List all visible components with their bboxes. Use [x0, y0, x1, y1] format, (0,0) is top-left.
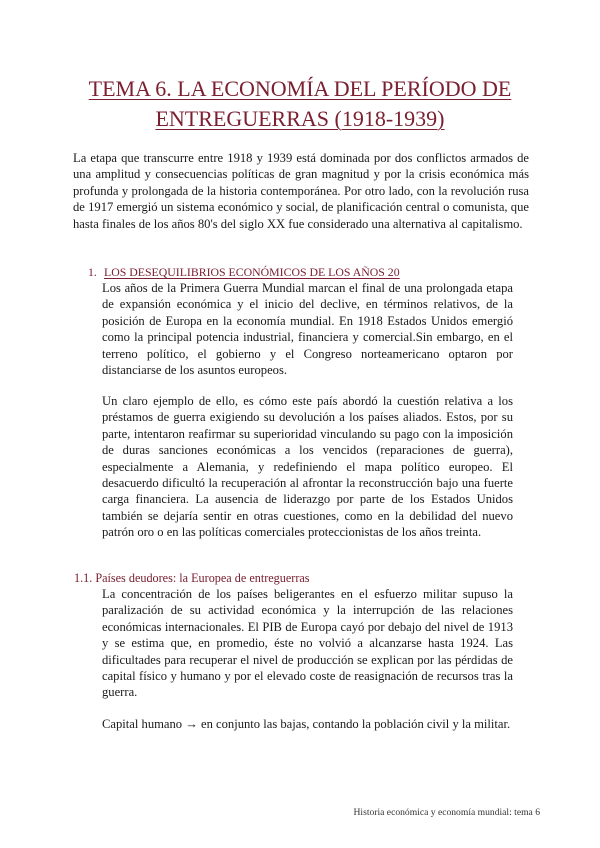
- section-1-number: 1.: [88, 265, 97, 279]
- section-1-title: LOS DESEQUILIBRIOS ECONÓMICOS DE LOS AÑOS 20: [104, 265, 400, 279]
- intro-paragraph: La etapa que transcurre entre 1918 y 1939 está dominada por dos conflictos armados de una amplitud y consecuencias políticas de gran magnitud y por la crisis económica más profunda y prolongada de la historia contemporánea. Por otro lado, con la revolución rusa de 1917 emergió un sistema económico y social, de planificación central o comunista, que hasta finales de los años 80's del siglo XX fue considerado una alternativa al capitalismo.: [73, 151, 529, 231]
- section-1-1-heading: 1.1. Países deudores: la Europea de entreguerras: [74, 571, 310, 585]
- section-1-1-paragraph-1: La concentración de los países beligerantes en el esfuerzo militar supuso la paralización de su actividad económica y la interrupción de las relaciones económicas internacionales. El PIB de Europa cayó por debajo del nivel de 1913 y se estima que, en promedio, éste no volvió a alcanzarse hasta 1924. Las dificultades para recuperar el nivel de producción se explican por las pérdidas de capital físico y humano y por el elevado coste de reasignación de recursos tras la guerra.: [102, 587, 513, 700]
- section-1-paragraph-2: Un claro ejemplo de ello, es cómo este país abordó la cuestión relativa a los préstamos de guerra exigiendo su devolución a los países aliados. Estos, por su parte, intentaron reafirmar su superioridad vinculando su pago con la imposición de duras sanciones económicas a los vencidos (reparaciones de guerra), especialmente a Alemania, y redefiniendo el mapa político europeo. El desacuerdo dificultó la recuperación al afrontar la reconstrucción bajo una fuerte carga financiera. La ausencia de liderazgo por parte de los Estados Unidos también se dejaría sentir en otras cuestiones, como en la debilidad del nuevo patrón oro o en las políticas comerciales proteccionistas de los años treinta.: [102, 394, 513, 540]
- section-1-paragraph-1: Los años de la Primera Guerra Mundial marcan el final de una prolongada etapa de expansión económica y el inicio del declive, en términos relativos, de la posición de Europa en la economía mundial. En 1918 Estados Unidos emergió como la principal potencia industrial, financiera y comercial.Sin embargo, en el terreno político, el gobierno y el Congreso norteamericano optaron por distanciarse de los asuntos europeos.: [102, 281, 513, 378]
- section-1-1-paragraph-2: Capital humano → en conjunto las bajas, contando la población civil y la militar.: [102, 717, 511, 731]
- page-footer: Historia económica y economía mundial: tema 6: [353, 807, 540, 818]
- section-1-heading: [88, 264, 508, 280]
- page-title: TEMA 6. LA ECONOMÍA DEL PERÍODO DE ENTREGUERRAS (1918-1939): [88, 76, 512, 131]
